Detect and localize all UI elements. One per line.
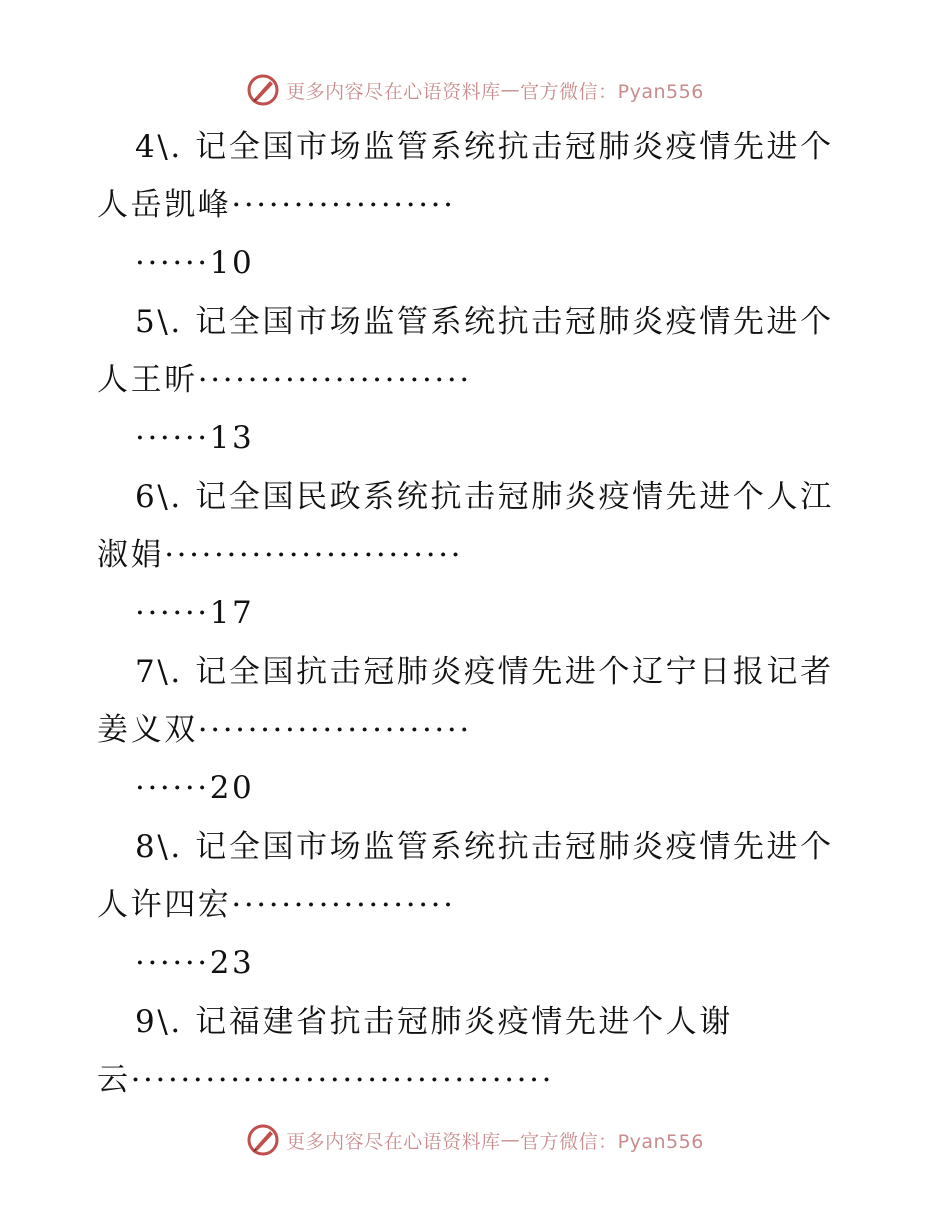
footer-watermark	[0, 1120, 950, 1160]
toc-entry-5-title: 5\. 记全国市场监管系统抗击冠肺炎疫情先进个	[135, 304, 834, 340]
toc-entry-9-continuation: 云··································	[97, 1062, 555, 1098]
toc-entry-4-page: ······10	[135, 245, 255, 281]
toc-entry-6-continuation: 淑娟························	[97, 537, 464, 573]
toc-entry-4-title: 4\. 记全国市场监管系统抗击冠肺炎疫情先进个	[135, 129, 834, 165]
toc-entry-8-continuation: 人许四宏··················	[97, 887, 456, 923]
toc-entry-7-continuation: 姜义双······················	[97, 712, 472, 748]
toc-entry-6-page: ······17	[135, 595, 255, 631]
toc-entry-6-title: 6\. 记全国民政系统抗击冠肺炎疫情先进个人江	[135, 479, 834, 515]
toc-entry-7-page: ······20	[135, 770, 255, 806]
toc-entry-5-page: ······13	[135, 420, 255, 456]
watermark-text: 更多内容尽在心语资料库	[286, 80, 501, 103]
toc-entry-8-title: 8\. 记全国市场监管系统抗击冠肺炎疫情先进个	[135, 829, 834, 865]
pen-logo-icon	[246, 1123, 280, 1157]
watermark-wechat: 官方微信：Pyan556	[520, 80, 704, 103]
toc-entry-7-title: 7\. 记全国抗击冠肺炎疫情先进个辽宁日报记者	[135, 654, 834, 690]
toc-entry-4-continuation: 人岳凯峰··················	[97, 187, 456, 223]
watermark-dash: —	[500, 1129, 521, 1151]
watermark-text: 更多内容尽在心语资料库	[286, 1130, 501, 1153]
toc-entry-5-continuation: 人王昕······················	[97, 362, 472, 398]
toc-entry-9-title: 9\. 记福建省抗击冠肺炎疫情先进个人谢	[135, 1004, 733, 1040]
watermark-wechat: 官方微信：Pyan556	[520, 1130, 704, 1153]
watermark-dash: —	[500, 79, 521, 101]
toc-entry-8-page: ······23	[135, 945, 255, 981]
